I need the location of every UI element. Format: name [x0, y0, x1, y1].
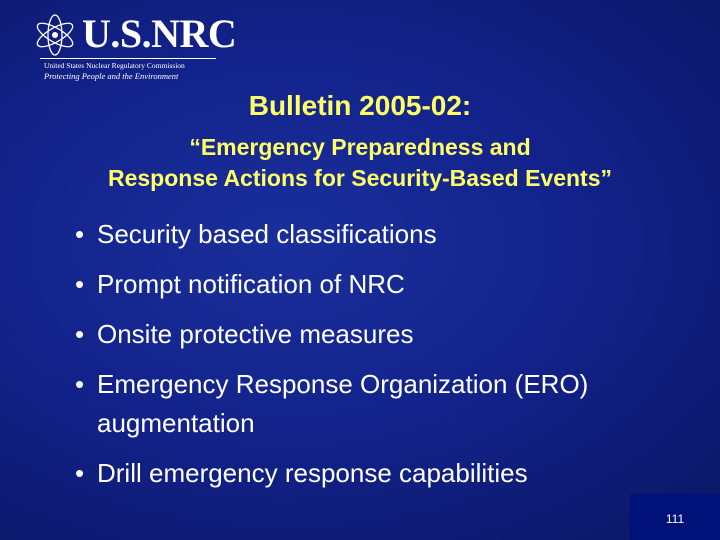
- atom-emblem-icon: [32, 12, 78, 58]
- bullet-text: Emergency Response Organization (ERO) augmentation: [97, 369, 589, 438]
- page-number: 111: [665, 512, 685, 526]
- bullet-text: Prompt notification of NRC: [97, 269, 405, 299]
- bullet-text: Onsite protective measures: [97, 319, 414, 349]
- bullet-item: [75, 365, 687, 443]
- bullet-marker: •: [75, 269, 85, 299]
- bullet-marker: •: [75, 319, 85, 349]
- logo-subtitle: United States Nuclear Regulatory Commission: [44, 61, 185, 70]
- bullet-list: [75, 215, 687, 504]
- bullet-text: Drill emergency response capabilities: [97, 458, 528, 488]
- bullet-item: [75, 215, 687, 254]
- bullet-item: [75, 265, 687, 304]
- slide-subtitle-line-1: “Emergency Preparedness and: [189, 134, 531, 160]
- bullet-marker: •: [75, 369, 85, 399]
- slide-subtitle-line-2: Response Actions for Security-Based Events”: [107, 165, 612, 191]
- logo-name: U.S.NRC: [82, 11, 237, 56]
- nrc-logo: [30, 8, 237, 81]
- page-number-box: [630, 494, 720, 540]
- logo-tagline: Protecting People and the Environment: [44, 71, 179, 81]
- logo-divider: [40, 58, 216, 59]
- slide-subtitle: [0, 132, 720, 194]
- bullet-text: Security based classifications: [97, 219, 437, 249]
- bullet-item: [75, 454, 687, 493]
- bullet-marker: •: [75, 458, 85, 488]
- slide-title: Bulletin 2005-02:: [248, 90, 472, 121]
- bullet-marker: •: [75, 219, 85, 249]
- bullet-item: [75, 315, 687, 354]
